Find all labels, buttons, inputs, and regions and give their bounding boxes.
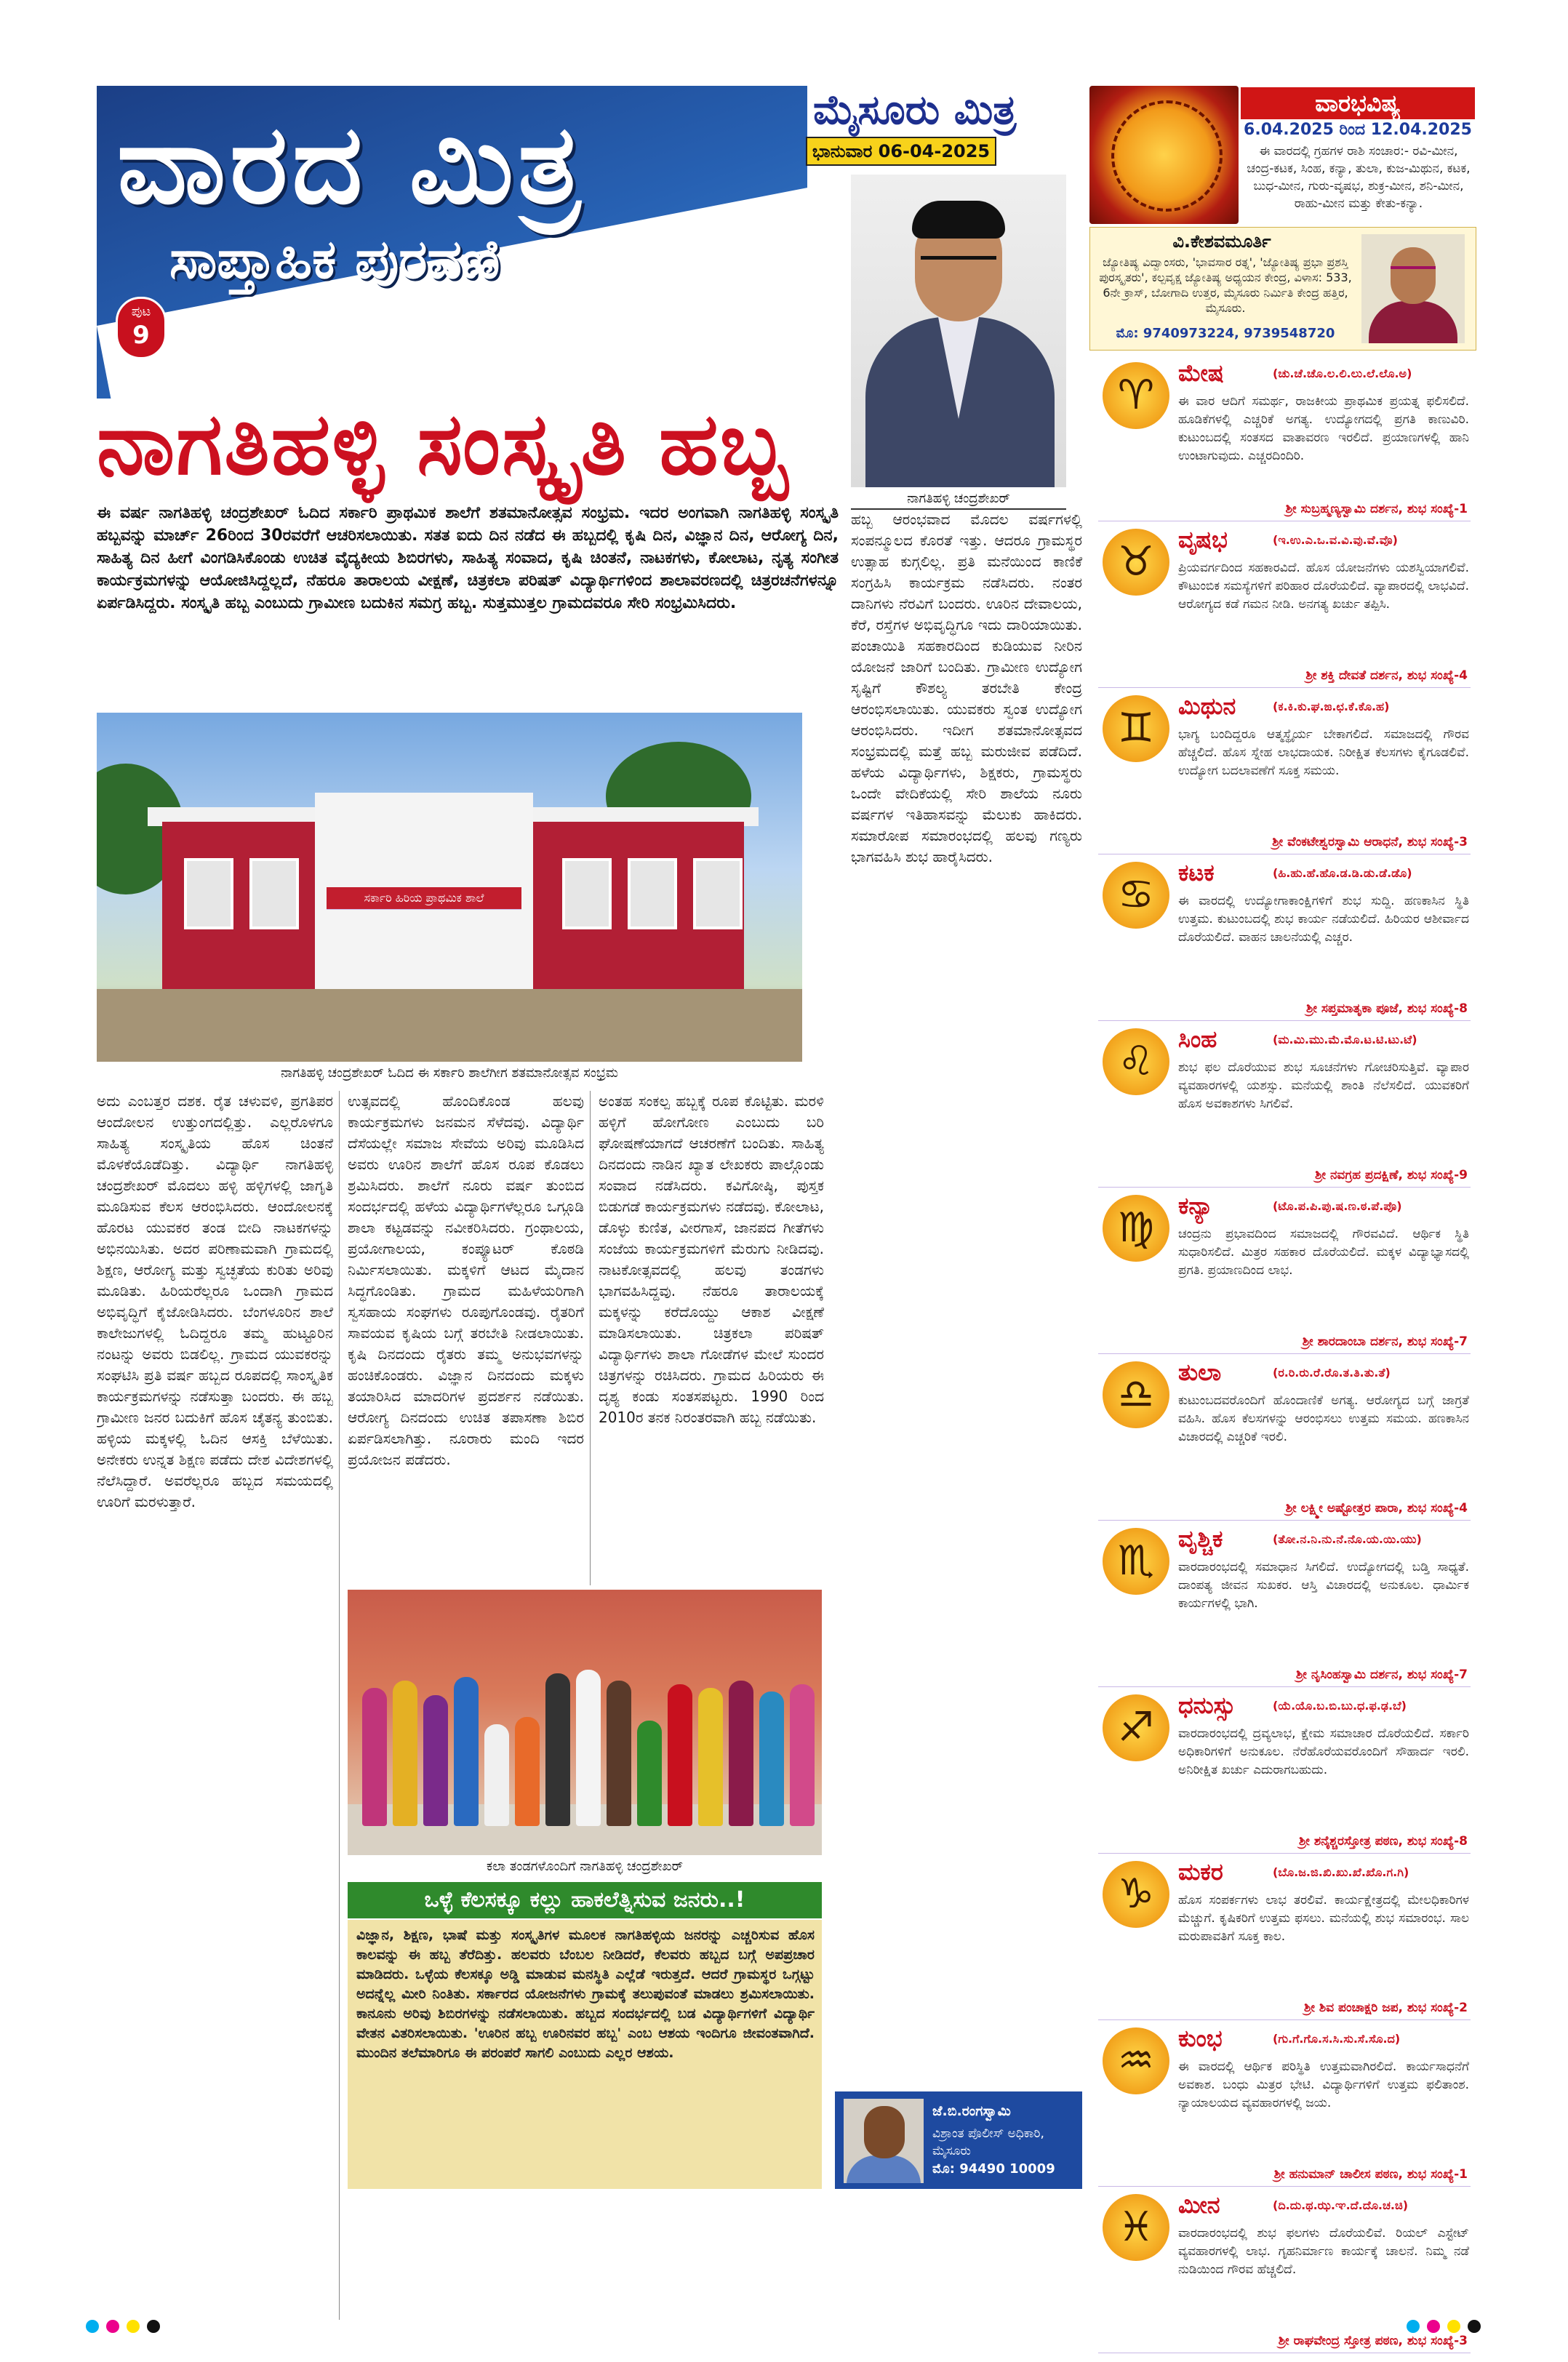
zodiac-glyph-icon: ♒: [1103, 2027, 1169, 2094]
zodiac-glyph-icon: ♈: [1103, 362, 1169, 429]
astrologer-name: ವಿ.ಕೇಶವಮೂರ್ತಿ: [1172, 231, 1271, 252]
zodiac-sign-name: ಮಿಥುನ: [1178, 692, 1236, 720]
school-sign: ಸರ್ಕಾರಿ ಹಿರಿಯ ಪ್ರಾಥಮಿಕ ಶಾಲೆ: [327, 887, 521, 910]
zodiac-sign-footer: ಶ್ರೀ ಶಿವ ಪಂಚಾಕ್ಷರಿ ಜಪ, ಶುಭ ಸಂಖ್ಯೆ-2: [1304, 2001, 1468, 2015]
zodiac-sign-name: ಕಟಕ: [1178, 859, 1215, 886]
zodiac-sign-stars: (ಮ.ಮಿ.ಮು.ಮೆ.ಮೊ.ಟ.ಟಿ.ಟು.ಟೆ): [1273, 1033, 1417, 1046]
zodiac-glyph-icon: ♎: [1103, 1361, 1169, 1428]
zodiac-sign-footer: ಶ್ರೀ ಶಾರದಾಂಬಾ ದರ್ಶನ, ಶುಭ ಸಂಖ್ಯೆ-7: [1302, 1334, 1468, 1349]
article-column-3: ಅಂತಹ ಸಂಕಲ್ಪ ಹಬ್ಬಕ್ಕೆ ರೂಪ ಕೊಟ್ಟಿತು. ಮರಳಿ ಹಳ್ಳಿಗೆ ಹೋಗೋಣ ಎಂಬುದು ಬರಿ ಘೋಷಣೆಯಾಗದೆ ಆಚರಣೆಗೆ ಬಂದಿತು. ಸಾಹಿತ್ಯ ದಿನದಂದು ನಾಡಿನ ಖ್ಯಾತ ಲೇಖಕರು ಪಾಲ್ಗೊಂಡು ಸಂವಾದ ನಡೆಸಿದರು. ಕವಿಗೋಷ್ಠಿ, ಪುಸ್ತಕ ಬಿಡುಗಡೆ ಕಾರ್ಯಕ್ರಮಗಳು ನಡೆದವು. ಕೋಲಾಟ, ಡೊಳ್ಳು ಕುಣಿತ, ವೀರಗಾಸೆ, ಜಾನಪದ ಗೀತೆಗಳು ಸಂಜೆಯ ಕಾರ್ಯಕ್ರಮಗಳಿಗೆ ಮೆರುಗು ನೀಡಿದವು. ನಾಟಕೋತ್ಸವದಲ್ಲಿ ಹಲವು ತಂಡಗಳು ಭಾಗವಹಿಸಿದ್ದವು. ನೆಹರೂ ತಾರಾಲಯಕ್ಕೆ ಮಕ್ಕಳನ್ನು ಕರೆದೊಯ್ದು ಆಕಾಶ ವೀಕ್ಷಣೆ ಮಾಡಿಸಲಾಯಿತು. ಚಿತ್ರಕಲಾ ಪರಿಷತ್ ವಿದ್ಯಾರ್ಥಿಗಳು ಶಾಲಾ ಗೋಡೆಗಳ ಮೇಲೆ ಸುಂದರ ಚಿತ್ರಗಳನ್ನು ರಚಿಸಿದರು. ಗ್ರಾಮದ ಹಿರಿಯರು ಈ ದೃಶ್ಯ ಕಂಡು ಸಂತಸಪಟ್ಟರು. 1990 ರಿಂದ 2010ರ ತನಕ ನಿರಂತರವಾಗಿ ಹಬ್ಬ ನಡೆಯಿತು.: [599, 1092, 824, 1426]
zodiac-sign-text: ವಾರದಾರಂಭದಲ್ಲಿ ಸಮಾಧಾನ ಸಿಗಲಿದೆ. ಉದ್ಯೋಗದಲ್ಲಿ ಬಡ್ತಿ ಸಾಧ್ಯತೆ. ದಾಂಪತ್ಯ ಜೀವನ ಸುಖಕರ. ಆಸ್ತಿ ವಿಚಾರದಲ್ಲಿ ಅನುಕೂಲ. ಧಾರ್ಮಿಕ ಕಾರ್ಯಗಳಲ್ಲಿ ಭಾಗಿ.: [1178, 1560, 1469, 1611]
zodiac-sign-item: [1098, 1521, 1471, 1687]
zodiac-sign-name: ತುಲಾ: [1178, 1358, 1222, 1386]
zodiac-sign-stars: (ಯೆ.ಯೊ.ಬ.ಬಿ.ಬು.ಧ.ಫ.ಢ.ಬೆ): [1273, 1699, 1407, 1713]
zodiac-sign-item: [1098, 2020, 1471, 2187]
masthead-subtitle: ಸಾಪ್ತಾಹಿಕ ಪುರವಣಿ: [169, 228, 500, 291]
zodiac-sign-footer: ಶ್ರೀ ಶನೈಶ್ಚರಸ್ತೋತ್ರ ಪಠಣ, ಶುಭ ಸಂಖ್ಯೆ-8: [1298, 1834, 1468, 1849]
zodiac-sign-item: [1098, 1021, 1471, 1188]
zodiac-sign-stars: (ಇ.ಉ.ಎ.ಒ.ವ.ವಿ.ವು.ವೆ.ವೊ): [1273, 533, 1398, 547]
zodiac-glyph-icon: ♍: [1103, 1195, 1169, 1262]
reporter-role: ವಿಶ್ರಾಂತ ಪೊಲೀಸ್ ಅಧಿಕಾರಿ, ಮೈಸೂರು: [932, 2126, 1044, 2158]
zodiac-sign-stars: (ಹಿ.ಹು.ಹೆ.ಹೊ.ಡ.ಡಿ.ಡು.ಡೆ.ಡೊ): [1273, 866, 1412, 880]
zodiac-sign-stars: (ಬೊ.ಜ.ಜಿ.ಖಿ.ಖು.ಖೆ.ಖೊ.ಗ.ಗಿ): [1273, 1865, 1409, 1879]
zodiac-wheel-icon: [1089, 86, 1239, 224]
reporter-name: ಜೆ.ಬಿ.ರಂಗಸ್ವಾಮಿ: [932, 2103, 1011, 2119]
zodiac-sign-text: ಈ ವಾರದಲ್ಲಿ ಆರ್ಥಿಕ ಪರಿಸ್ಥಿತಿ ಉತ್ತಮವಾಗಿರಲಿದೆ. ಕಾರ್ಯಸಾಧನೆಗೆ ಅವಕಾಶ. ಬಂಧು ಮಿತ್ರರ ಭೇಟಿ. ವಿದ್ಯಾರ್ಥಿಗಳಿಗೆ ಉತ್ತಮ ಫಲಿತಾಂಶ. ನ್ಯಾಯಾಲಯದ ವ್ಯವಹಾರಗಳಲ್ಲಿ ಜಯ.: [1178, 2059, 1469, 2110]
zodiac-glyph-icon: ♌: [1103, 1028, 1169, 1095]
zodiac-sign-text: ವಾರದಾರಂಭದಲ್ಲಿ ಶುಭ ಫಲಗಳು ದೊರೆಯಲಿವೆ. ರಿಯಲ್ ಎಸ್ಟೇಟ್ ವ್ಯವಹಾರಗಳಲ್ಲಿ ಲಾಭ. ಗೃಹನಿರ್ಮಾಣ ಕಾರ್ಯಕ್ಕೆ ಚಾಲನೆ. ನಿಮ್ಮ ನಡೆ ನುಡಿಯಿಂದ ಗೌರವ ಹೆಚ್ಚಲಿದೆ.: [1178, 2226, 1469, 2277]
masthead: [97, 86, 807, 399]
zodiac-signs-list: [1098, 355, 1471, 2353]
zodiac-sign-name: ಮಕರ: [1178, 1858, 1223, 1886]
zodiac-sign-item: [1098, 1354, 1471, 1521]
zodiac-sign-footer: ಶ್ರೀ ನವಗ್ರಹ ಪ್ರದಕ್ಷಿಣೆ, ಶುಭ ಸಂಖ್ಯೆ-9: [1315, 1168, 1468, 1182]
box-text: ವಿಜ್ಞಾನ, ಶಿಕ್ಷಣ, ಭಾಷೆ ಮತ್ತು ಸಂಸ್ಕೃತಿಗಳ ಮೂಲಕ ನಾಗತಿಹಳ್ಳಿಯ ಜನರನ್ನು ಎಚ್ಚರಿಸುವ ಹೊಸ ಕಾಲವನ್ನು ಈ ಹಬ್ಬ ತೆರೆದಿತ್ತು. ಹಲವರು ಬೆಂಬಲ ನೀಡಿದರೆ, ಕೆಲವರು ಹಬ್ಬದ ಬಗ್ಗೆ ಅಪಪ್ರಚಾರ ಮಾಡಿದರು. ಒಳ್ಳೆಯ ಕೆಲಸಕ್ಕೂ ಅಡ್ಡಿ ಮಾಡುವ ಮನಸ್ಥಿತಿ ಎಲ್ಲೆಡೆ ಇರುತ್ತದೆ. ಆದರೆ ಗ್ರಾಮಸ್ಥರ ಒಗ್ಗಟ್ಟು ಅದನ್ನೆಲ್ಲ ಮೀರಿ ನಿಂತಿತು. ಸರ್ಕಾರದ ಯೋಜನೆಗಳು ಗ್ರಾಮಕ್ಕೆ ತಲುಪುವಂತೆ ಮಾಡಲು ಶ್ರಮಿಸಲಾಯಿತು. ಕಾನೂನು ಅರಿವು ಶಿಬಿರಗಳನ್ನು ನಡೆಸಲಾಯಿತು. ಹಬ್ಬದ ಸಂದರ್ಭದಲ್ಲಿ ಬಡ ವಿದ್ಯಾರ್ಥಿಗಳಿಗೆ ವಿದ್ಯಾರ್ಥಿ ವೇತನ ವಿತರಿಸಲಾಯಿತು. 'ಊರಿನ ಹಬ್ಬ ಊರಿನವರ ಹಬ್ಬ' ಎಂಬ ಆಶಯ ಇಂದಿಗೂ ಜೀವಂತವಾಗಿದೆ. ಮುಂದಿನ ತಲೆಮಾರಿಗೂ ಈ ಪರಂಪರೆ ಸಾಗಲಿ ಎಂಬುದು ಎಲ್ಲರ ಆಶಯ.: [356, 1927, 815, 2061]
zodiac-glyph-icon: ♏: [1103, 1528, 1169, 1595]
publication-date: ಭಾನುವಾರ 06-04-2025: [806, 137, 996, 166]
zodiac-sign-footer: ಶ್ರೀ ವೆಂಕಟೇಶ್ವರಸ್ವಾಮಿ ಆರಾಧನೆ, ಶುಭ ಸಂಖ್ಯೆ-3: [1272, 835, 1468, 849]
masthead-title: ವಾರದ ಮಿತ್ರ: [117, 100, 585, 228]
publication-logo: ಮೈಸೂರು ಮಿತ್ರ: [813, 86, 1017, 134]
zodiac-sign-text: ಶುಭ ಫಲ ದೊರೆಯುವ ಶುಭ ಸೂಚನೆಗಳು ಗೋಚರಿಸುತ್ತಿವೆ. ವ್ಯಾಪಾರ ವ್ಯವಹಾರಗಳಲ್ಲಿ ಯಶಸ್ಸು. ಮನೆಯಲ್ಲಿ ಶಾಂತಿ ನೆಲೆಸಲಿದೆ. ಯುವಕರಿಗೆ ಹೊಸ ಅವಕಾಶಗಳು ಸಿಗಲಿವೆ.: [1178, 1060, 1469, 1111]
page-number-badge: [116, 297, 167, 359]
zodiac-sign-text: ಚಂದ್ರನು ಪ್ರಭಾವದಿಂದ ಸಮಾಜದಲ್ಲಿ ಗೌರವವಿದೆ. ಆರ್ಥಿಕ ಸ್ಥಿತಿ ಸುಧಾರಿಸಲಿದೆ. ಮಿತ್ರರ ಸಹಕಾರ ದೊರೆಯಲಿದೆ. ಮಕ್ಕಳ ವಿದ್ಯಾಭ್ಯಾಸದಲ್ಲಿ ಪ್ರಗತಿ. ಪ್ರಯಾಣದಿಂದ ಲಾಭ.: [1178, 1227, 1469, 1278]
reporter-phone: ಮೊ: 94490 10009: [932, 2161, 1055, 2177]
zodiac-sign-text: ಭಾಗ್ಯ ಬಂದಿದ್ದರೂ ಆತ್ಮಸ್ಥೈರ್ಯ ಬೇಕಾಗಲಿದೆ. ಸಮಾಜದಲ್ಲಿ ಗೌರವ ಹೆಚ್ಚಲಿದೆ. ಹೊಸ ಸ್ನೇಹ ಲಾಭದಾಯಕ. ನಿರೀಕ್ಷಿತ ಕೆಲಸಗಳು ಕೈಗೂಡಲಿವೆ. ಉದ್ಯೋಗ ಬದಲಾವಣೆಗೆ ಸೂಕ್ತ ಸಮಯ.: [1178, 727, 1469, 778]
box-title: ಒಳ್ಳೆ ಕೆಲಸಕ್ಕೂ ಕಲ್ಲು ಹಾಕಲೆತ್ನಿಸುವ ಜನರು..!: [348, 1882, 822, 1918]
school-photo-caption: ನಾಗತಿಹಳ್ಳಿ ಚಂದ್ರಶೇಖರ್ ಓದಿದ ಈ ಸರ್ಕಾರಿ ಶಾಲೆಗೀಗ ಶತಮಾನೋತ್ಸವ ಸಂಭ್ರಮ: [280, 1065, 619, 1081]
zodiac-sign-text: ಈ ವಾರ ಆದಿಗೆ ಸಮರ್ಥ, ರಾಜಕೀಯ ಪ್ರಾಥಮಿಕ ಪ್ರಯತ್ನ ಫಲಿಸಲಿದೆ. ಹೂಡಿಕೆಗಳಲ್ಲಿ ಎಚ್ಚರಿಕೆ ಅಗತ್ಯ. ಉದ್ಯೋಗದಲ್ಲಿ ಪ್ರಗತಿ ಕಾಣುವಿರಿ. ಕುಟುಂಬದಲ್ಲಿ ಸಂತಸದ ವಾತಾವರಣ ಇರಲಿದೆ. ಪ್ರಯಾಣಗಳಲ್ಲಿ ಹಾನಿ ಉಂಟಾಗುವುದು. ಎಚ್ಚರದಿಂದಿರಿ.: [1178, 394, 1469, 463]
zodiac-sign-name: ವೃಷಭ: [1178, 526, 1228, 553]
group-photo-caption: ಕಲಾ ತಂಡಗಳೊಂದಿಗೆ ನಾಗತಿಹಳ್ಳಿ ಚಂದ್ರಶೇಖರ್: [486, 1859, 683, 1874]
registration-mark: [106, 2320, 119, 2333]
zodiac-sign-footer: ಶ್ರೀ ಹನುಮಾನ್ ಚಾಲೀಸ ಪಠಣ, ಶುಭ ಸಂಖ್ಯೆ-1: [1273, 2167, 1468, 2182]
registration-mark: [1447, 2320, 1460, 2333]
registration-mark: [1427, 2320, 1440, 2333]
portrait-caption: ನಾಗತಿಹಳ್ಳಿ ಚಂದ್ರಶೇಖರ್: [851, 491, 1066, 510]
zodiac-sign-text: ಕುಟುಂಬದವರೊಂದಿಗೆ ಹೊಂದಾಣಿಕೆ ಅಗತ್ಯ. ಆರೋಗ್ಯದ ಬಗ್ಗೆ ಜಾಗ್ರತೆ ವಹಿಸಿ. ಹೊಸ ಕೆಲಸಗಳನ್ನು ಆರಂಭಿಸಲು ಉತ್ತಮ ಸಮಯ. ಹಣಕಾಸಿನ ವಿಚಾರದಲ್ಲಿ ಎಚ್ಚರಿಕೆ ಇರಲಿ.: [1178, 1393, 1469, 1444]
zodiac-sign-text: ಪ್ರಿಯವರ್ಗದಿಂದ ಸಹಕಾರವಿದೆ. ಹೊಸ ಯೋಜನೆಗಳು ಯಶಸ್ವಿಯಾಗಲಿವೆ. ಕೌಟುಂಬಿಕ ಸಮಸ್ಯೆಗಳಿಗೆ ಪರಿಹಾರ ದೊರೆಯಲಿದೆ. ವ್ಯಾಪಾರದಲ್ಲಿ ಲಾಭವಿದೆ. ಆರೋಗ್ಯದ ಕಡೆ ಗಮನ ನೀಡಿ. ಅನಗತ್ಯ ಖರ್ಚು ತಪ್ಪಿಸಿ.: [1178, 561, 1469, 612]
zodiac-glyph-icon: ♓: [1103, 2194, 1169, 2261]
zodiac-sign-footer: ಶ್ರೀ ರಾಘವೇಂದ್ರ ಸ್ತೋತ್ರ ಪಠಣ, ಶುಭ ಸಂಖ್ಯೆ-3: [1278, 2334, 1468, 2348]
registration-mark: [127, 2320, 140, 2333]
headline: ನಾಗತಿಹಳ್ಳಿ ಸಂಸ್ಕೃತಿ ಹಬ್ಬ: [97, 393, 790, 494]
zodiac-glyph-icon: ♐: [1103, 1694, 1169, 1761]
reporter-photo: [844, 2099, 924, 2183]
zodiac-sign-stars: (ರ.ರಿ.ರು.ರೆ.ರೊ.ತ.ತಿ.ತು.ತೆ): [1273, 1366, 1391, 1380]
zodiac-sign-footer: ಶ್ರೀ ಶಕ್ತಿ ದೇವತೆ ದರ್ಶನ, ಶುಭ ಸಂಖ್ಯೆ-4: [1305, 668, 1468, 683]
zodiac-sign-item: [1098, 1188, 1471, 1354]
page-label: ಪುಟ: [131, 304, 151, 319]
portrait-photo: [851, 175, 1066, 487]
zodiac-sign-name: ಮೇಷ: [1178, 359, 1224, 387]
registration-mark: [1468, 2320, 1481, 2333]
zodiac-sign-item: [1098, 521, 1471, 688]
zodiac-sign-name: ಧನುಸ್ಸು: [1178, 1692, 1236, 1719]
zodiac-glyph-icon: ♊: [1103, 695, 1169, 762]
page-number: 9: [132, 321, 150, 350]
zodiac-sign-item: [1098, 355, 1471, 521]
zodiac-sign-name: ಮೀನ: [1178, 2191, 1220, 2219]
zodiac-glyph-icon: ♋: [1103, 862, 1169, 929]
zodiac-sign-stars: (ಟೊ.ಪ.ಪಿ.ಪು.ಷ.ಣ.ಠ.ಪೆ.ಪೊ): [1273, 1199, 1402, 1213]
article-column-4: ಹಬ್ಬ ಆರಂಭವಾದ ಮೊದಲ ವರ್ಷಗಳಲ್ಲಿ ಸಂಪನ್ಮೂಲದ ಕೊರತೆ ಇತ್ತು. ಆದರೂ ಗ್ರಾಮಸ್ಥರ ಉತ್ಸಾಹ ಕುಗ್ಗಲಿಲ್ಲ. ಪ್ರತಿ ಮನೆಯಿಂದ ಕಾಣಿಕೆ ಸಂಗ್ರಹಿಸಿ ಕಾರ್ಯಕ್ರಮ ನಡೆಸಿದರು. ನಂತರ ದಾನಿಗಳು ನೆರವಿಗೆ ಬಂದರು. ಊರಿನ ದೇವಾಲಯ, ಕೆರೆ, ರಸ್ತೆಗಳ ಅಭಿವೃದ್ಧಿಗೂ ಇದು ದಾರಿಯಾಯಿತು. ಪಂಚಾಯಿತಿ ಸಹಕಾರದಿಂದ ಕುಡಿಯುವ ನೀರಿನ ಯೋಜನೆ ಜಾರಿಗೆ ಬಂದಿತು. ಗ್ರಾಮೀಣ ಉದ್ಯೋಗ ಸೃಷ್ಟಿಗೆ ಕೌಶಲ್ಯ ತರಬೇತಿ ಕೇಂದ್ರ ಆರಂಭಿಸಲಾಯಿತು. ಯುವಕರು ಸ್ವಂತ ಉದ್ಯೋಗ ಆರಂಭಿಸಿದರು. ಇದೀಗ ಶತಮಾನೋತ್ಸವದ ಸಂಭ್ರಮದಲ್ಲಿ ಮತ್ತೆ ಹಬ್ಬ ಮರುಜೀವ ಪಡೆದಿದೆ. ಹಳೆಯ ವಿದ್ಯಾರ್ಥಿಗಳು, ಶಿಕ್ಷಕರು, ಗ್ರಾಮಸ್ಥರು ಒಂದೇ ವೇದಿಕೆಯಲ್ಲಿ ಸೇರಿ ಶಾಲೆಯ ನೂರು ವರ್ಷಗಳ ಇತಿಹಾಸವನ್ನು ಮೆಲುಕು ಹಾಕಿದರು. ಸಮಾರೋಪ ಸಮಾರಂಭದಲ್ಲಿ ಹಲವು ಗಣ್ಯರು ಭಾಗವಹಿಸಿ ಶುಭ ಹಾರೈಸಿದರು.: [851, 511, 1082, 865]
zodiac-sign-stars: (ತೋ.ನ.ನಿ.ನು.ನೆ.ನೊ.ಯ.ಯಿ.ಯು): [1273, 1532, 1422, 1546]
zodiac-sign-footer: ಶ್ರೀ ಸುಬ್ರಹ್ಮಣ್ಯಸ್ವಾಮಿ ದರ್ಶನ, ಶುಭ ಸಂಖ್ಯೆ-1: [1285, 502, 1468, 516]
group-photo: [348, 1590, 822, 1855]
zodiac-sign-text: ಈ ವಾರದಲ್ಲಿ ಉದ್ಯೋಗಾಕಾಂಕ್ಷಿಗಳಿಗೆ ಶುಭ ಸುದ್ದಿ. ಹಣಕಾಸಿನ ಸ್ಥಿತಿ ಉತ್ತಮ. ಕುಟುಂಬದಲ್ಲಿ ಶುಭ ಕಾರ್ಯ ನಡೆಯಲಿದೆ. ಹಿರಿಯರ ಆಶೀರ್ವಾದ ದೊರೆಯಲಿದೆ. ವಾಹನ ಚಾಲನೆಯಲ್ಲಿ ಎಚ್ಚರ.: [1178, 894, 1469, 945]
zodiac-sign-item: [1098, 688, 1471, 854]
zodiac-glyph-icon: ♉: [1103, 529, 1169, 596]
zodiac-sign-text: ವಾರದಾರಂಭದಲ್ಲಿ ದ್ರವ್ಯಲಾಭ, ಕ್ಷೇಮ ಸಮಾಚಾರ ದೊರೆಯಲಿದೆ. ಸರ್ಕಾರಿ ಅಧಿಕಾರಿಗಳಿಗೆ ಅನುಕೂಲ. ನೆರೆಹೊರೆಯವರೊಂದಿಗೆ ಸೌಹಾರ್ದ ಇರಲಿ. ಅನಿರೀಕ್ಷಿತ ಖರ್ಚು ಎದುರಾಗಬಹುದು.: [1178, 1726, 1469, 1777]
zodiac-sign-text: ಹೊಸ ಸಂಪರ್ಕಗಳು ಲಾಭ ತರಲಿವೆ. ಕಾರ್ಯಕ್ಷೇತ್ರದಲ್ಲಿ ಮೇಲಧಿಕಾರಿಗಳ ಮೆಚ್ಚುಗೆ. ಕೃಷಿಕರಿಗೆ ಉತ್ತಮ ಫಸಲು. ಮನೆಯಲ್ಲಿ ಶುಭ ಸಮಾರಂಭ. ಸಾಲ ಮರುಪಾವತಿಗೆ ಸೂಕ್ತ ಕಾಲ.: [1178, 1893, 1469, 1944]
zodiac-sign-item: [1098, 854, 1471, 1021]
zodiac-sign-footer: ಶ್ರೀ ಸಪ್ತಮಾತೃಕಾ ಪೂಜೆ, ಶುಭ ಸಂಖ್ಯೆ-8: [1306, 1001, 1468, 1016]
zodiac-sign-footer: ಶ್ರೀ ನೃಸಿಂಹಸ್ವಾಮಿ ದರ್ಶನ, ಶುಭ ಸಂಖ್ಯೆ-7: [1295, 1668, 1468, 1682]
zodiac-sign-name: ಸಿಂಹ: [1178, 1025, 1217, 1053]
school-photo: [97, 713, 802, 1062]
zodiac-sign-item: [1098, 1687, 1471, 1854]
zodiac-sign-stars: (ಚು.ಚೆ.ಚೊ.ಲ.ಲಿ.ಲು.ಲೆ.ಲೊ.ಅ): [1273, 367, 1412, 380]
zodiac-sign-footer: ಶ್ರೀ ಲಕ್ಷ್ಮೀ ಅಷ್ಟೋತ್ತರ ಪಾರಾ, ಶುಭ ಸಂಖ್ಯೆ-4: [1285, 1501, 1468, 1516]
astrologer-phone: ಮೊ: 9740973224, 9739548720: [1116, 326, 1335, 341]
zodiac-sign-stars: (ಕ.ಕಿ.ಕು.ಘ.ಙ.ಛ.ಕೆ.ಕೊ.ಹ): [1273, 700, 1390, 713]
zodiac-glyph-icon: ♑: [1103, 1861, 1169, 1928]
astrologer-details: ಜ್ಯೋತಿಷ್ಯ ವಿದ್ವಾಂಸರು, 'ಭಾವಸಾರ ರತ್ನ', 'ಜ್ಯೋತಿಷ್ಯ ಪ್ರಭಾ ಪ್ರಶಸ್ತಿ ಪುರಸ್ಕೃತರು', ಕಲ್ಪವೃಕ್ಷ ಜ್ಯೋತಿಷ್ಯ ಅಧ್ಯಯನ ಕೇಂದ್ರ, ವಿಳಾಸ: 533, 6ನೇ ಕ್ರಾಸ್, ಬೋಗಾದಿ ಉತ್ತರ, ಮೈಸೂರು ನಿರ್ಮಿತಿ ಕೇಂದ್ರ ಹತ್ತಿರ, ಮೈಸೂರು.: [1099, 255, 1352, 315]
zodiac-sign-stars: (ದಿ.ದು.ಥ.ಝ.ಞ.ದೆ.ದೊ.ಚ.ಚಿ): [1273, 2198, 1409, 2212]
astrologer-photo: [1361, 234, 1465, 343]
registration-mark: [86, 2320, 99, 2333]
registration-mark: [147, 2320, 160, 2333]
zodiac-sign-name: ವೃಶ್ಚಿಕ: [1178, 1525, 1223, 1553]
registration-mark: [1407, 2320, 1420, 2333]
article-column-2: ಉತ್ಸವದಲ್ಲಿ ಹೊಂದಿಕೊಂಡ ಹಲವು ಕಾರ್ಯಕ್ರಮಗಳು ಜನಮನ ಸೆಳೆದವು. ವಿದ್ಯಾರ್ಥಿ ದೆಸೆಯಲ್ಲೇ ಸಮಾಜ ಸೇವೆಯ ಅರಿವು ಮೂಡಿಸಿದ ಅವರು ಊರಿನ ಶಾಲೆಗೆ ಹೊಸ ರೂಪ ಕೊಡಲು ಶ್ರಮಿಸಿದರು. ಶಾಲೆಗೆ ನೂರು ವರ್ಷ ತುಂಬಿದ ಸಂದರ್ಭದಲ್ಲಿ ಹಳೆಯ ವಿದ್ಯಾರ್ಥಿಗಳೆಲ್ಲರೂ ಒಗ್ಗೂಡಿ ಶಾಲಾ ಕಟ್ಟಡವನ್ನು ನವೀಕರಿಸಿದರು. ಗ್ರಂಥಾಲಯ, ಪ್ರಯೋಗಾಲಯ, ಕಂಪ್ಯೂಟರ್ ಕೊಠಡಿ ನಿರ್ಮಿಸಲಾಯಿತು. ಮಕ್ಕಳಿಗೆ ಆಟದ ಮೈದಾನ ಸಿದ್ಧಗೊಂಡಿತು. ಗ್ರಾಮದ ಮಹಿಳೆಯರಿಗಾಗಿ ಸ್ವಸಹಾಯ ಸಂಘಗಳು ರೂಪುಗೊಂಡವು. ರೈತರಿಗೆ ಸಾವಯವ ಕೃಷಿಯ ಬಗ್ಗೆ ತರಬೇತಿ ನೀಡಲಾಯಿತು. ಕೃಷಿ ದಿನದಂದು ರೈತರು ತಮ್ಮ ಅನುಭವಗಳನ್ನು ಹಂಚಿಕೊಂಡರು. ವಿಜ್ಞಾನ ದಿನದಂದು ಮಕ್ಕಳು ತಯಾರಿಸಿದ ಮಾದರಿಗಳ ಪ್ರದರ್ಶನ ನಡೆಯಿತು. ಆರೋಗ್ಯ ದಿನದಂದು ಉಚಿತ ತಪಾಸಣಾ ಶಿಬಿರ ಏರ್ಪಡಿಸಲಾಗಿತ್ತು. ನೂರಾರು ಮಂದಿ ಇದರ ಪ್ರಯೋಜನ ಪಡೆದರು.: [348, 1092, 584, 1468]
horoscope-title: ವಾರಭವಿಷ್ಯ: [1241, 87, 1475, 119]
horoscope-graha: ಈ ವಾರದಲ್ಲಿ ಗ್ರಹಗಳ ರಾಶಿ ಸಂಚಾರ:- ರವಿ-ಮೀನ, ಚಂದ್ರ-ಕಟಕ, ಸಿಂಹ, ಕನ್ಯಾ, ತುಲಾ, ಕುಜ-ಮಿಥುನ, ಕಟಕ, ಬುಧ-ಮೀನ, ಗುರು-ವೃಷಭ, ಶುಕ್ರ-ಮೀನ, ಶನಿ-ಮೀನ, ರಾಹು-ಮೀನ ಮತ್ತು ಕೇತು-ಕನ್ಯಾ.: [1247, 144, 1471, 211]
horoscope-date-range: 6.04.2025 ರಿಂದ 12.04.2025: [1244, 121, 1472, 139]
intro-paragraph: ಈ ವರ್ಷ ನಾಗತಿಹಳ್ಳಿ ಚಂದ್ರಶೇಖರ್ ಓದಿದ ಸರ್ಕಾರಿ ಪ್ರಾಥಮಿಕ ಶಾಲೆಗೆ ಶತಮಾನೋತ್ಸವ ಸಂಭ್ರಮ. ಇದರ ಅಂಗವಾಗಿ ನಾಗತಿಹಳ್ಳಿ ಸಂಸ್ಕೃತಿ ಹಬ್ಬವನ್ನು ಮಾರ್ಚ್ 26ರಿಂದ 30ರವರೆಗೆ ಆಚರಿಸಲಾಯಿತು. ಸತತ ಐದು ದಿನ ನಡೆದ ಈ ಹಬ್ಬದಲ್ಲಿ ಕೃಷಿ ದಿನ, ವಿಜ್ಞಾನ ದಿನ, ಆರೋಗ್ಯ ದಿನ, ಸಾಹಿತ್ಯ ದಿನ ಹೀಗೆ ವಿಂಗಡಿಸಿಕೊಂಡು ಉಚಿತ ವೈದ್ಯಕೀಯ ಶಿಬಿರಗಳು, ಸಾಹಿತ್ಯ ಸಂವಾದ, ಕೃಷಿ ಚಿಂತನೆ, ನಾಟಕಗಳು, ಕೋಲಾಟ, ನೃತ್ಯ ಸಂಗೀತ ಕಾರ್ಯಕ್ರಮಗಳನ್ನು ಆಯೋಜಿಸಿದ್ದಲ್ಲದೆ, ನೆಹರೂ ತಾರಾಲಯ ವೀಕ್ಷಣೆ, ಚಿತ್ರಕಲಾ ಪರಿಷತ್ ವಿದ್ಯಾರ್ಥಿಗಳಿಂದ ಶಾಲಾವರಣದಲ್ಲಿ ಚಿತ್ರರಚನೆಗಳನ್ನೂ ಏರ್ಪಡಿಸಿದ್ದರು. ಸಂಸ್ಕೃತಿ ಹಬ್ಬ ಎಂಬುದು ಗ್ರಾಮೀಣ ಬದುಕಿನ ಸಮಗ್ರ ಹಬ್ಬ. ಸುತ್ತಮುತ್ತಲ ಗ್ರಾಮದವರೂ ಸೇರಿ ಸಂಭ್ರಮಿಸಿದರು.: [97, 504, 839, 612]
article-column-1: ಅದು ಎಂಬತ್ತರ ದಶಕ. ರೈತ ಚಳುವಳಿ, ಪ್ರಗತಿಪರ ಆಂದೋಲನ ಉತ್ತುಂಗದಲ್ಲಿತ್ತು. ಎಲ್ಲರೊಳಗೂ ಸಾಹಿತ್ಯ ಸಂಸ್ಕೃತಿಯ ಹೊಸ ಚಿಂತನೆ ಮೊಳಕೆಯೊಡೆದಿತ್ತು. ವಿದ್ಯಾರ್ಥಿ ನಾಗತಿಹಳ್ಳಿ ಚಂದ್ರಶೇಖರ್ ಮೊದಲು ಹಳ್ಳಿ ಹಳ್ಳಿಗಳಲ್ಲಿ ಜಾಗೃತಿ ಮೂಡಿಸುವ ಕೆಲಸ ಆರಂಭಿಸಿದರು. ಆಂದೋಲನಕ್ಕೆ ಹೊರಟ ಯುವಕರ ತಂಡ ಬೀದಿ ನಾಟಕಗಳನ್ನು ಅಭಿನಯಿಸಿತು. ಅದರ ಪರಿಣಾಮವಾಗಿ ಗ್ರಾಮದಲ್ಲಿ ಶಿಕ್ಷಣ, ಆರೋಗ್ಯ ಮತ್ತು ಸ್ವಚ್ಛತೆಯ ಕುರಿತು ಅರಿವು ಮೂಡಿತು. ಹಿರಿಯರೆಲ್ಲರೂ ಒಂದಾಗಿ ಗ್ರಾಮದ ಅಭಿವೃದ್ಧಿಗೆ ಕೈಜೋಡಿಸಿದರು. ಬೆಂಗಳೂರಿನ ಶಾಲೆ ಕಾಲೇಜುಗಳಲ್ಲಿ ಓದಿದ್ದರೂ ತಮ್ಮ ಹುಟ್ಟೂರಿನ ನಂಟನ್ನು ಅವರು ಬಿಡಲಿಲ್ಲ. ಗ್ರಾಮದ ಯುವಕರನ್ನು ಸಂಘಟಿಸಿ ಪ್ರತಿ ವರ್ಷ ಹಬ್ಬದ ರೂಪದಲ್ಲಿ ಸಾಂಸ್ಕೃತಿಕ ಕಾರ್ಯಕ್ರಮಗಳನ್ನು ನಡೆಸುತ್ತಾ ಬಂದರು. ಈ ಹಬ್ಬ ಗ್ರಾಮೀಣ ಜನರ ಬದುಕಿಗೆ ಹೊಸ ಚೈತನ್ಯ ತುಂಬಿತು. ಹಳ್ಳಿಯ ಮಕ್ಕಳಲ್ಲಿ ಓದಿನ ಆಸಕ್ತಿ ಬೆಳೆಯಿತು. ಅನೇಕರು ಉನ್ನತ ಶಿಕ್ಷಣ ಪಡೆದು ದೇಶ ವಿದೇಶಗಳಲ್ಲಿ ನೆಲೆಸಿದ್ದಾರೆ. ಅವರೆಲ್ಲರೂ ಹಬ್ಬದ ಸಮಯದಲ್ಲಿ ಊರಿಗೆ ಮರಳುತ್ತಾರೆ.: [97, 1092, 333, 1510]
zodiac-sign-name: ಕುಂಭ: [1178, 2025, 1223, 2052]
zodiac-sign-item: [1098, 1854, 1471, 2020]
zodiac-sign-stars: (ಗು.ಗೆ.ಗೊ.ಸ.ಸಿ.ಸು.ಸೆ.ಸೊ.ದ): [1273, 2032, 1401, 2046]
zodiac-sign-name: ಕನ್ಯಾ: [1178, 1192, 1213, 1220]
